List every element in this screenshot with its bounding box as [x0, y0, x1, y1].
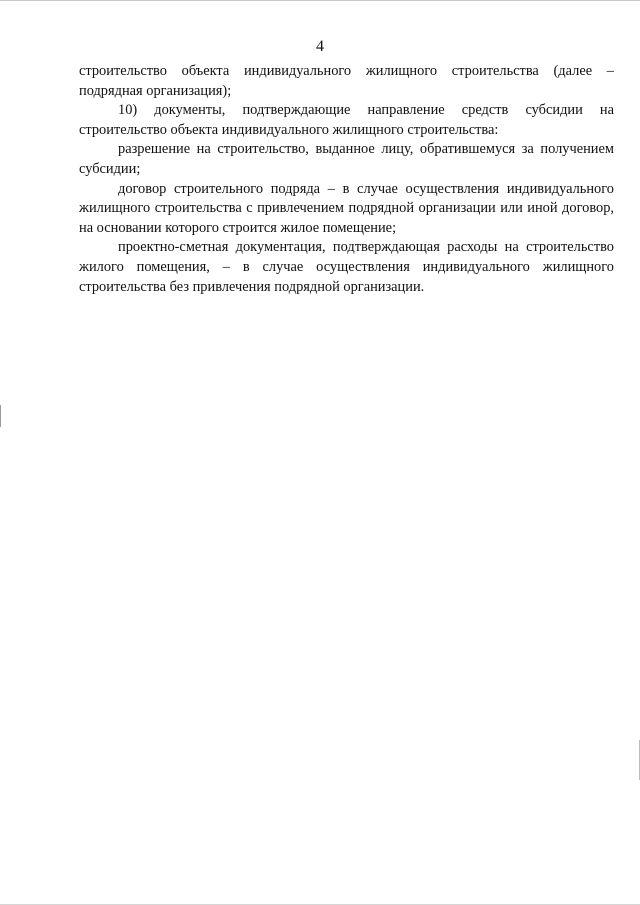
- paragraph-construction-contract: договор строительного подряда – в случае осуществления индивидуального жилищного строительства с привлечением подрядной организации или иной договор, на основании которого строится жилое помещение;: [79, 180, 614, 236]
- page-number: 4: [316, 38, 324, 55]
- scan-edge-left: [0, 405, 1, 427]
- paragraph-continuation: строительство объекта индивидуального жилищного строительства (далее – подрядная организация);: [79, 63, 614, 99]
- document-body: [79, 62, 614, 297]
- paragraph-item-10: 10) документы, подтверждающие направление средств субсидии на строительство объекта индивидуального жилищного строительства:: [79, 102, 614, 138]
- scan-edge-top: [0, 0, 640, 1]
- paragraph-design-estimate: проектно-сметная документация, подтверждающая расходы на строительство жилого помещения, – в случае осуществления индивидуального жилищного строительства без привлечения подрядной организации.: [79, 239, 614, 295]
- paragraph-building-permit: разрешение на строительство, выданное лицу, обратившемуся за получением субсидии;: [79, 141, 614, 177]
